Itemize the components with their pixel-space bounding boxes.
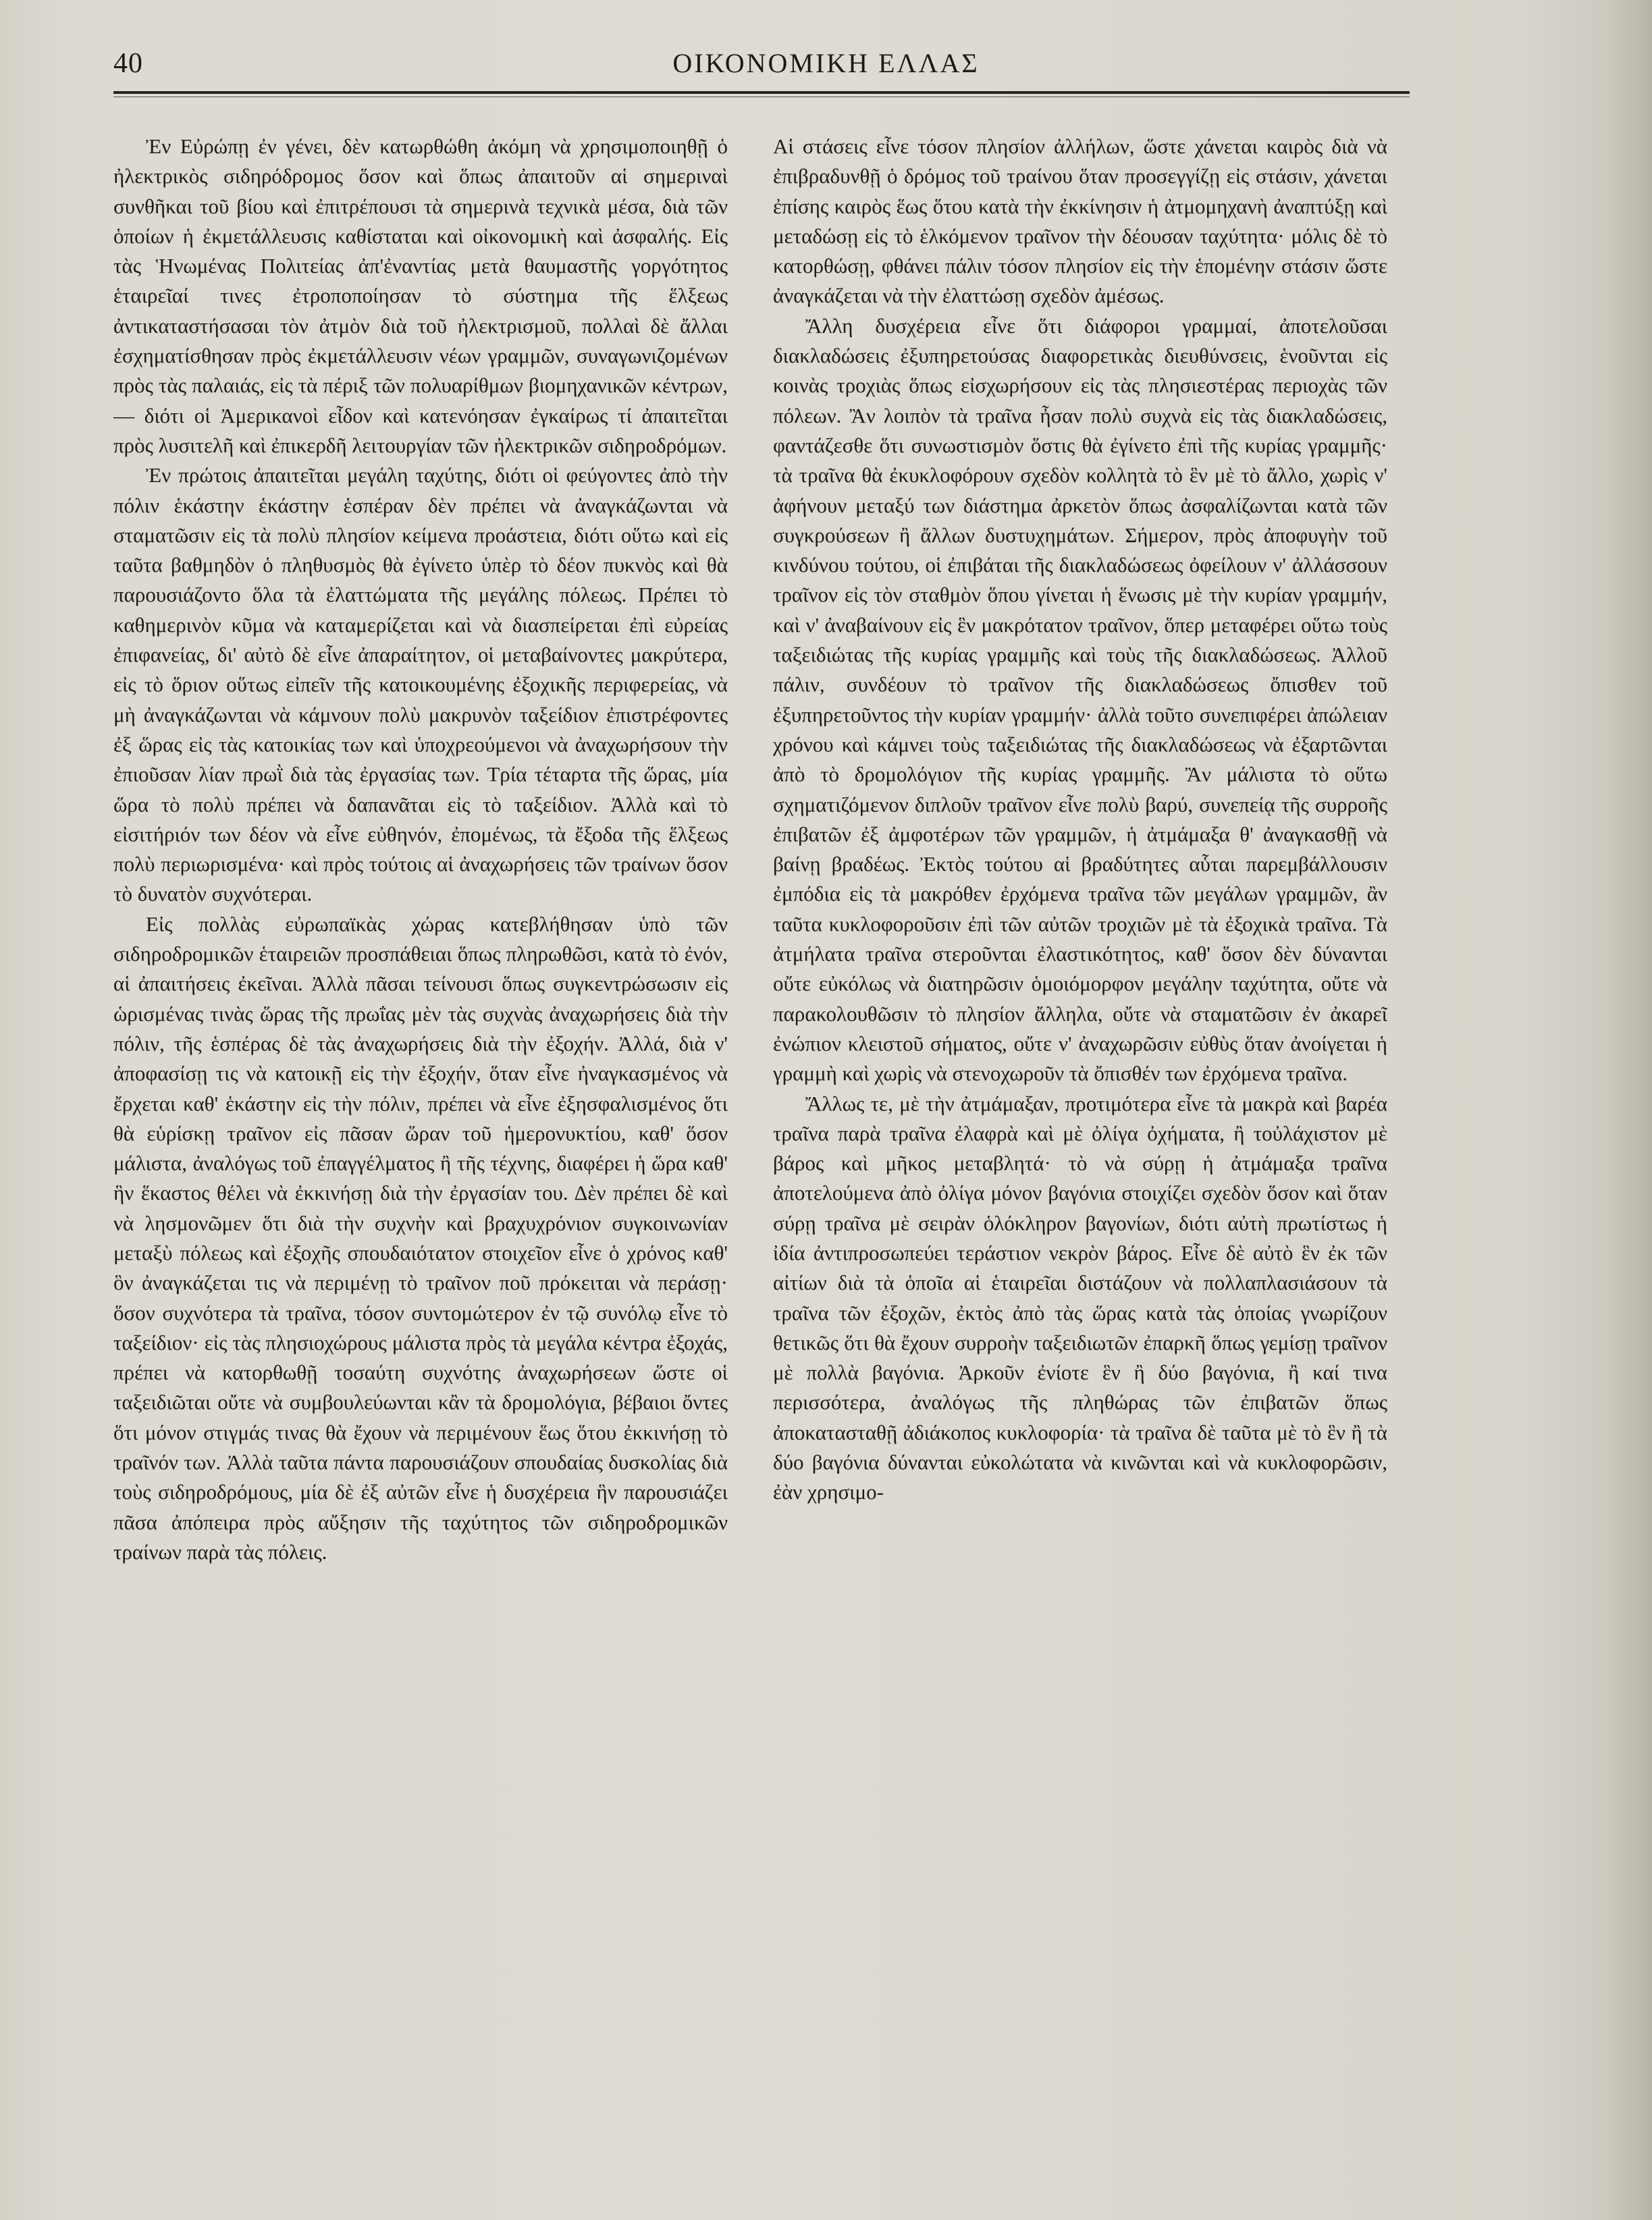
paragraph: Εἰς πολλὰς εὐρωπαϊκὰς χώρας κατεβλήθησαν ὑπὸ τῶν σιδηροδρομικῶν ἑταιρειῶν προσπάθειαι ὅπως πληρωθῶσι, κατὰ τὸ ἐνόν, αἱ ἀπαιτήσεις ἐκεῖναι. Ἀλλὰ πᾶσαι τείνουσι ὅπως συγκεντρώσωσιν εἰς ὡρισμένας τινὰς ὥρας τῆς πρωΐας μὲν τὰς συχνὰς ἀναχωρήσεις διὰ τὴν πόλιν, τῆς ἑσπέρας δὲ τὰς ἀναχωρήσεις διὰ τὴν ἐξοχήν. Ἀλλά, διὰ ν' ἀποφασίσῃ τις νὰ κατοικῇ εἰς τὴν ἐξοχήν, ὅταν εἶνε ἠναγκασμένος νὰ ἔρχεται καθ' ἑκάστην εἰς τὴν πόλιν, πρέπει νὰ εἶνε ἐξησφαλισμένος ὅτι θὰ εὑρίσκῃ τραῖνον εἰς πᾶσαν ὥραν τοῦ ἡμερονυκτίου, καθ' ὅσον μάλιστα, ἀναλόγως τοῦ ἐπαγγέλματος ἢ τῆς τέχνης, διαφέρει ἡ ὥρα καθ' ἣν ἕκαστος θέλει νὰ ἐκκινήσῃ διὰ τὴν ἐργασίαν του. Δὲν πρέπει δὲ καὶ νὰ λησμονῶμεν ὅτι διὰ τὴν συχνὴν καὶ βραχυχρόνιον συγκοινωνίαν μεταξὺ πόλεως καὶ ἐξοχῆς σπουδαιότατον στοιχεῖον εἶνε ὁ χρόνος καθ' ὃν ἀναγκάζεται τις νὰ περιμένῃ τὸ τραῖνον ποῦ πρόκειται νὰ περάσῃ· ὅσον συχνότερα τὰ τραῖνα, τόσον συντομώτερον ἐν τῷ συνόλῳ εἶνε τὸ ταξείδιον· εἰς τὰς πλησιοχώρους μάλιστα πρὸς τὰ μεγάλα κέντρα ἐξοχάς, πρέπει νὰ κατορθωθῇ τοσαύτη συχνότης ἀναχωρήσεων ὥστε οἱ ταξειδιῶται οὔτε νὰ συμβουλεύωνται κἂν τὰ δρομολόγια, βέβαιοι ὄντες ὅτι μόνον στιγμάς τινας θὰ ἔχουν νὰ περιμένουν ἕως ὅτου ἐκκινήσῃ τὸ τραῖνόν των. Ἀλλὰ ταῦτα πάντα παρουσιάζουν σπουδαίας δυσκολίας διὰ τοὺς σιδηροδρόμους, μία δὲ ἐξ αὐτῶν εἶνε ἡ δυσχέρεια ἣν παρουσιάζει πᾶσα ἀπόπειρα πρὸς αὔξησιν τῆς ταχύτητος τῶν σιδηροδρομικῶν τραίνων παρὰ τὰς πόλεις. [113,911,728,1564]
paragraph: Ἐν πρώτοις ἀπαιτεῖται μεγάλη ταχύτης, διότι οἱ φεύγοντες ἀπὸ τὴν πόλιν ἑκάστην ἑκάστην ἑσπέραν δὲν πρέπει νὰ ἀναγκάζωνται νὰ σταματῶσιν εἰς τὰ πολὺ πλησίον κείμενα προάστεια, διότι οὕτω καὶ εἰς ταῦτα βαθμηδὸν ὁ πληθυσμὸς θὰ ἐγίνετο ὑπὲρ τὸ δέον πυκνὸς καὶ θὰ παρουσιάζοντο ὅλα τὰ ἐλαττώματα τῆς μεγάλης πόλεως. Πρέπει τὸ καθημερινὸν κῦμα νὰ καταμερίζεται καὶ νὰ διασπείρεται ἐπὶ εὐρείας ἐπιφανείας, δι' αὐτὸ δὲ εἶνε ἀπαραίτητον, οἱ μεταβαίνοντες μακρύτερα, εἰς τὸ ὅριον οὕτως εἰπεῖν τῆς κατοικουμένης ἐξοχικῆς περιφερείας, νὰ μὴ ἀναγκάζωνται νὰ κάμνουν πολὺ μακρυνὸν ταξείδιον ἐπιστρέφοντες ἐξ ὥρας εἰς τὰς κατοικίας των καὶ ὑποχρεούμενοι νὰ ἀναχωρήσουν τὴν ἐπιοῦσαν λίαν πρωῒ διὰ τὰς ἐργασίας των. Τρία τέταρτα τῆς ὥρας, μία ὥρα τὸ πολὺ πρέπει νὰ δαπανᾶται εἰς τὸ ταξείδιον. Ἀλλὰ καὶ τὸ εἰσιτήριόν των δέον νὰ εἶνε εὐθηνόν, ἐπομένως, τὰ ἔξοδα τῆς ἕλξεως πολὺ περιωρισμένα· καὶ πρὸς τούτοις αἱ ἀναχωρήσεις τῶν τραίνων ὅσον τὸ δυνατὸν συχνότεραι. [113,463,728,906]
left-text-column [113,132,728,2191]
header-rule-thick [113,91,1410,94]
page-edge-shadow [1605,0,1652,2220]
right-text-column [773,132,1387,2191]
paragraph: Ἄλλως τε, μὲ τὴν ἀτμάμαξαν, προτιμότερα εἶνε τὰ μακρὰ καὶ βαρέα τραῖνα παρὰ τραῖνα ἐλαφρὰ καὶ μὲ ὀλίγα ὀχήματα, ἢ τοὐλάχιστον μὲ βάρος καὶ μῆκος μεταβλητά· τὸ νὰ σύρῃ ἡ ἀτμάμαξα τραῖνα ἀποτελούμενα ἀπὸ ὀλίγα μόνον βαγόνια στοιχίζει σχεδὸν ὅσον καὶ ὅταν σύρῃ τραῖνα μὲ σειρὰν ὁλόκληρον βαγονίων, διότι αὐτὴ πρωτίστως ἡ ἰδία ἀντιπροσωπεύει τεράστιον νεκρὸν βάρος. Εἶνε δὲ αὐτὸ ἓν ἐκ τῶν αἰτίων διὰ τὰ ὁποῖα αἱ ἑταιρεῖαι διστάζουν νὰ πολλαπλασιάσουν τὰ τραῖνα τῶν ἐξοχῶν, ἐκτὸς ἀπὸ τὰς ὥρας κατὰ τὰς ὁποίας γνωρίζουν θετικῶς ὅτι θὰ ἔχουν συρροὴν ταξειδιωτῶν ἐπαρκῆ ὅπως γεμίσῃ τραῖνον μὲ πολλὰ βαγόνια. Ἀρκοῦν ἐνίοτε ἓν ἢ δύο βαγόνια, ἢ καί τινα περισσότερα, ἀναλόγως τῆς πληθώρας τῶν ἐπιβατῶν ὅπως ἀποκατασταθῇ ἀδιάκοπος κυκλοφορία· τὰ τραῖνα δὲ ταῦτα μὲ τὸ ἓν ἢ τὰ δύο βαγόνια δύνανται εὐκολώτατα νὰ κινῶνται καὶ νὰ κυκλοφορῶσιν, ἐὰν χρησιμο- [773,1091,1387,1504]
running-title: ΟΙΚΟΝΟΜΙΚΗ ΕΛΛΑΣ [672,48,980,78]
paragraph: Ἐν Εὐρώπῃ ἐν γένει, δὲν κατωρθώθη ἀκόμη νὰ χρησιμοποιηθῇ ὁ ἠλεκτρικὸς σιδηρόδρομος ὅσον καὶ ὅπως ἀπαιτοῦν αἱ σημεριναὶ συνθῆκαι τοῦ βίου καὶ ἐπιτρέπουσι τὰ σημερινὰ τεχνικὰ μέσα, διὰ τῶν ὁποίων ἡ ἐκμετάλλευσις καθίσταται καὶ οἰκονομικὴ καὶ ἀσφαλής. Εἰς τὰς Ἡνωμένας Πολιτείας ἀπ'ἐναντίας μετὰ θαυμαστῆς γοργότητος ἑταιρεῖαί τινες ἐτροποποίησαν τὸ σύστημα τῆς ἕλξεως ἀντικαταστήσασαι τὸν ἀτμὸν διὰ τοῦ ἠλεκτρισμοῦ, πολλαὶ δὲ ἄλλαι ἐσχηματίσθησαν πρὸς ἐκμετάλλευσιν νέων γραμμῶν, συναγωνιζομένων πρὸς τὰς παλαιάς, εἰς τὰ πέριξ τῶν πολυαρίθμων βιομηχανικῶν κέντρων, — διότι οἱ Ἀμερικανοὶ εἶδον καὶ κατενόησαν ἐγκαίρως τί ἀπαιτεῖται πρὸς λυσιτελῆ καὶ ἐπικερδῆ λειτουργίαν τῶν ἠλεκτρικῶν σιδηροδρόμων. [113,134,728,457]
paragraph-continuation: Αἱ στάσεις εἶνε τόσον πλησίον ἀλλήλων, ὥστε χάνεται καιρὸς διὰ νὰ ἐπιβραδυνθῇ ὁ δρόμος τοῦ τραίνου ὅταν προσεγγίζῃ εἰς στάσιν, χάνεται ἐπίσης καιρὸς ἕως ὅτου κατὰ τὴν ἐκκίνησιν ἡ ἀτμομηχανὴ ἀναπτύξῃ καὶ μεταδώσῃ εἰς τὸ ἑλκόμενον τραῖνον τὴν δέουσαν ταχύτητα· μόλις δὲ τὸ κατορθώσῃ, φθάνει πάλιν τόσον πλησίον εἰς τὴν ἑπομένην στάσιν ὥστε ἀναγκάζεται νὰ τὴν ἐλαττώσῃ σχεδὸν ἀμέσως. [773,134,1387,308]
paragraph: Ἄλλη δυσχέρεια εἶνε ὅτι διάφοροι γραμμαί, ἀποτελοῦσαι διακλαδώσεις ἐξυπηρετούσας διαφορετικὰς διευθύνσεις, ἑνοῦνται εἰς κοινὰς τροχιὰς ὅπως εἰσχωρήσουν εἰς τὰς πλησιεστέρας περιοχὰς τῶν πόλεων. Ἂν λοιπὸν τὰ τραῖνα ἦσαν πολὺ συχνὰ εἰς τὰς διακλαδώσεις, φαντάζεσθε ὅτι συνωστισμὸν ὅστις θὰ ἐγίνετο ἐπὶ τῆς κυρίας γραμμῆς· τὰ τραῖνα θὰ ἐκυκλοφόρουν σχεδὸν κολλητὰ τὸ ἓν μὲ τὸ ἄλλο, χωρὶς ν' ἀφήνουν μεταξύ των διάστημα ἀρκετὸν ὅπως ἀσφαλίζωνται κατὰ τῶν συγκρούσεων ἢ ἄλλων δυστυχημάτων. Σήμερον, πρὸς ἀποφυγὴν τοῦ κινδύνου τούτου, οἱ ἐπιβάται τῆς διακλαδώσεως ὀφείλουν ν' ἀλλάσσουν τραῖνον εἰς τὸν σταθμὸν ὅπου γίνεται ἡ ἕνωσις μὲ τὴν κυρίαν γραμμήν, καὶ ν' ἀναβαίνουν εἰς ἓν μακρότατον τραῖνον, ὅπερ μεταφέρει οὕτω τοὺς ταξειδιώτας τῆς κυρίας γραμμῆς καὶ τοὺς τῆς διακλαδώσεως. Ἀλλοῦ πάλιν, συνδέουν τὸ τραῖνον τῆς διακλαδώσεως ὄπισθεν τοῦ ἐξυπηρετοῦντος τὴν κυρίαν γραμμήν· ἀλλὰ τοῦτο συνεπιφέρει ἀπώλειαν χρόνου καὶ κάμνει τοὺς ταξειδιώτας τῆς διακλαδώσεως νὰ ἐξαρτῶνται ἀπὸ τὸ δρομολόγιον τῆς κυρίας γραμμῆς. Ἂν μάλιστα τὸ οὕτω σχηματιζόμενον διπλοῦν τραῖνον εἶνε πολὺ βαρύ, συνεπείᾳ τῆς συρροῆς ἐπιβατῶν ἐξ ἀμφοτέρων τῶν γραμμῶν, ἡ ἀτμάμαξα θ' ἀναγκασθῇ νὰ βαίνῃ βραδέως. Ἐκτὸς τούτου αἱ βραδύτητες αὗται παρεμβάλλουσιν ἐμπόδια εἰς τὰ μακρόθεν ἐρχόμενα τραῖνα τῶν μεγάλων γραμμῶν, ἂν ταῦτα κυκλοφοροῦσιν ἐπὶ τῶν αὐτῶν τροχιῶν μὲ τὰ ἐξοχικὰ τραῖνα. Τὰ ἀτμήλατα τραῖνα στεροῦνται ἐλαστικότητος, καθ' ὅσον δὲν δύνανται οὔτε εὐκόλως νὰ διατηρῶσιν ὁμοιόμορφον μεγάλην ταχύτητα, οὔτε νὰ παρακολουθῶσιν τὸ πλησίον ἄλληλα, οὔτε νὰ σταματῶσιν ἐν ἀκαρεῖ ἐνώπιον κλειστοῦ σήματος, οὔτε ν' ἀναχωρῶσιν εὐθὺς ὅταν ἀνοίγεται ἡ γραμμὴ καὶ χωρὶς νὰ στενοχωροῦν τὰ ὄπισθέν των ἐρχόμενα τραῖνα. [773,313,1387,1086]
page-number: 40 [113,48,143,79]
